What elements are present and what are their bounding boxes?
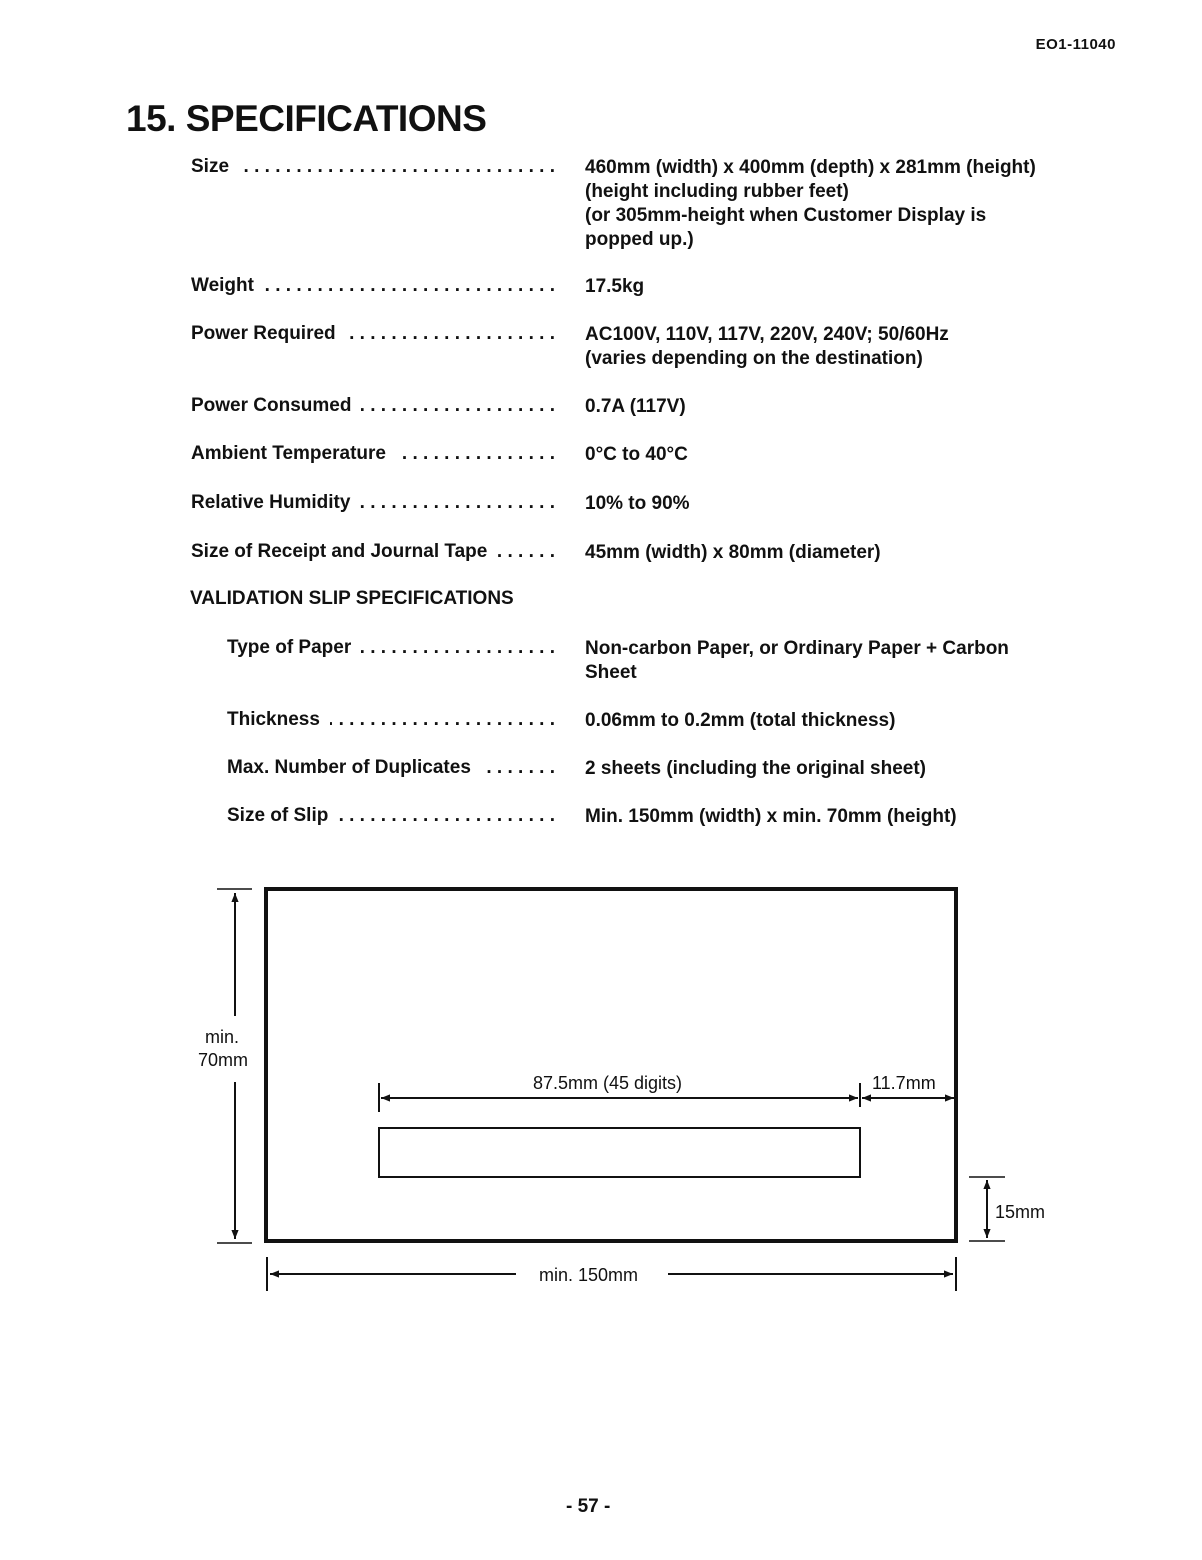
spec-label: Size . . . bbox=[191, 156, 555, 182]
spec-label: Size of Receipt and Journal Tape . . . bbox=[191, 541, 555, 567]
spec-label: Weight . . . bbox=[191, 275, 555, 301]
spec-value: 0°C to 40°C bbox=[585, 444, 688, 465]
print-width-label: 87.5mm (45 digits) bbox=[533, 1073, 683, 1093]
spec-label: Power Consumed . . . bbox=[191, 395, 555, 421]
page-title: 15. SPECIFICATIONS bbox=[126, 98, 487, 139]
spec-value: Non-carbon Paper, or Ordinary Paper + Carbon Sheet bbox=[585, 638, 1009, 683]
height-label-line2: 70mm bbox=[198, 1050, 249, 1070]
spec-label: Max. Number of Duplicates . . . bbox=[227, 757, 555, 783]
spec-label: Power Required . . . bbox=[191, 323, 555, 349]
spec-label: Type of Paper . . . bbox=[227, 637, 555, 663]
spec-value: 460mm (width) x 400mm (depth) x 281mm (height) (height including rubber feet) (or 305mm-height when Customer Display is popped up.) bbox=[585, 157, 1036, 250]
document-id: EO1-11040 bbox=[1035, 36, 1116, 53]
spec-value: 0.06mm to 0.2mm (total thickness) bbox=[585, 710, 896, 731]
spec-value: 10% to 90% bbox=[585, 493, 690, 514]
spec-value: 0.7A (117V) bbox=[585, 396, 686, 417]
slip-outline bbox=[266, 889, 956, 1241]
validation-slip-heading: VALIDATION SLIP SPECIFICATIONS bbox=[190, 588, 514, 609]
spec-value: AC100V, 110V, 117V, 220V, 240V; 50/60Hz (varies depending on the destination) bbox=[585, 324, 949, 369]
spec-value: 17.5kg bbox=[585, 276, 645, 297]
spec-label: Relative Humidity . . . bbox=[191, 492, 555, 518]
right-margin-label: 11.7mm bbox=[872, 1073, 936, 1093]
spec-label: Size of Slip . . . bbox=[227, 805, 555, 831]
spec-value: 45mm (width) x 80mm (diameter) bbox=[585, 542, 881, 563]
height-label-line1: min. bbox=[205, 1027, 240, 1047]
spec-label: Thickness . . . bbox=[227, 709, 555, 735]
page-number: - 57 - bbox=[566, 1496, 611, 1517]
spec-label: Ambient Temperature . . . bbox=[191, 443, 555, 469]
width-label: min. 150mm bbox=[539, 1265, 639, 1285]
spec-value: 2 sheets (including the original sheet) bbox=[585, 758, 926, 779]
bottom-margin-label: 15mm bbox=[995, 1202, 1046, 1222]
print-area bbox=[379, 1128, 860, 1177]
spec-value: Min. 150mm (width) x min. 70mm (height) bbox=[585, 806, 957, 827]
